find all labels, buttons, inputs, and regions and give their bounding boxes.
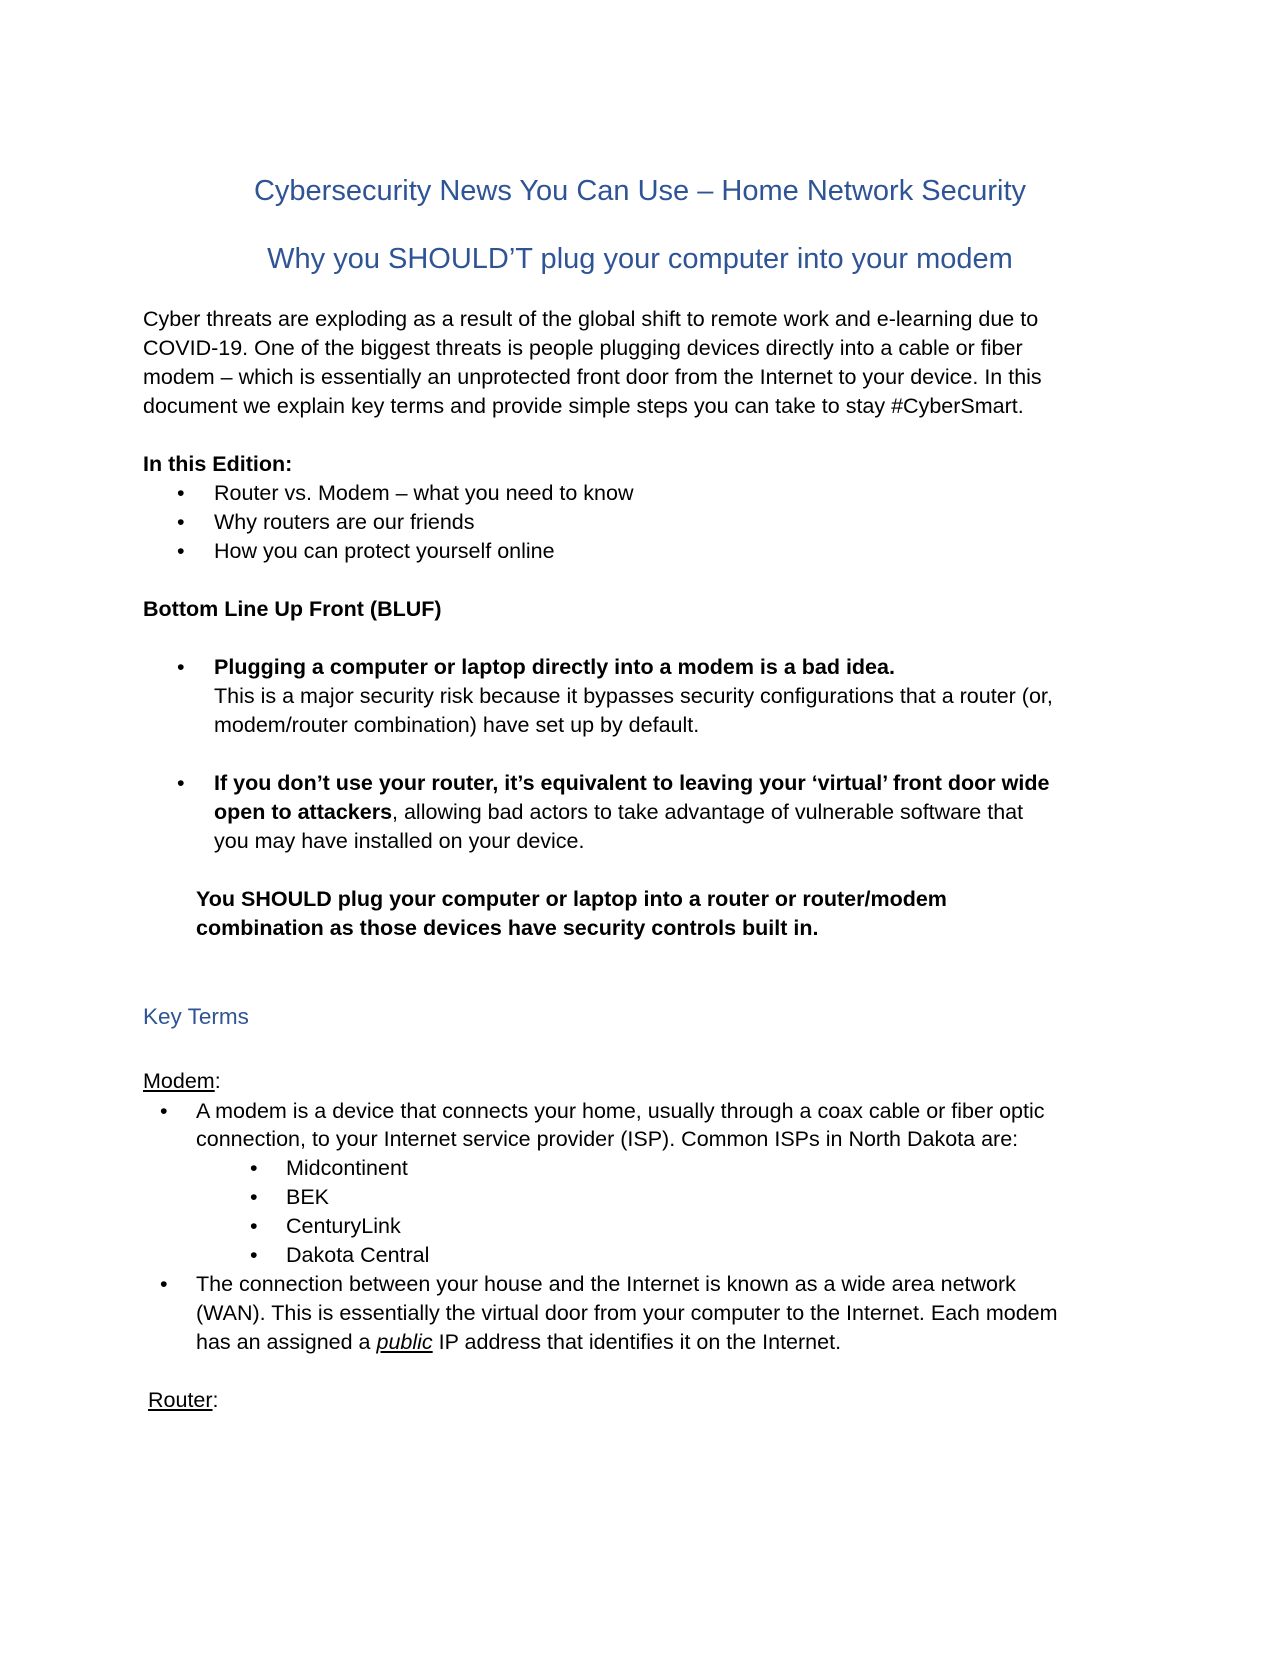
bullet-icon: • xyxy=(177,510,185,534)
bullet-icon: • xyxy=(177,655,185,679)
edition-heading: In this Edition: xyxy=(143,452,293,476)
modem-line-post: IP address that identifies it on the Internet. xyxy=(432,1330,842,1354)
modem-line-pre: has an assigned a xyxy=(196,1330,377,1354)
isp-item: Dakota Central xyxy=(286,1243,430,1267)
router-term-name: Router xyxy=(148,1388,213,1412)
bullet-icon: • xyxy=(177,481,185,505)
bluf-point2-line: you may have installed on your device. xyxy=(214,829,585,853)
isp-item: CenturyLink xyxy=(286,1214,401,1238)
edition-item: Why routers are our friends xyxy=(214,510,475,534)
intro-line: modem – which is essentially an unprotected front door from the Internet to your device. In this xyxy=(143,365,1042,389)
modem-bullet-line xyxy=(196,1327,841,1358)
edition-item: How you can protect yourself online xyxy=(214,539,555,563)
modem-bullet-line: The connection between your house and the Internet is known as a wide area network xyxy=(196,1272,1016,1296)
bluf-heading: Bottom Line Up Front (BLUF) xyxy=(143,597,442,621)
intro-line: Cyber threats are exploding as a result of the global shift to remote work and e-learning due to xyxy=(143,307,1039,331)
key-terms-heading: Key Terms xyxy=(143,1004,249,1029)
router-label xyxy=(148,1385,219,1416)
bluf-conclusion: You SHOULD plug your computer or laptop into a router or router/modem xyxy=(196,887,947,911)
bluf-point2-rest: , allowing bad actors to take advantage of vulnerable software that xyxy=(392,800,1024,824)
modem-label xyxy=(143,1066,221,1097)
document-title: Cybersecurity News You Can Use – Home Network Security xyxy=(253,175,1027,207)
bluf-point1-line: This is a major security risk because it bypasses security configurations that a router (or, xyxy=(214,684,1053,708)
isp-item: Midcontinent xyxy=(286,1156,408,1180)
bullet-icon: • xyxy=(177,771,185,795)
edition-item: Router vs. Modem – what you need to know xyxy=(214,481,634,505)
modem-term-name: Modem xyxy=(143,1069,215,1093)
bluf-point1-line: modem/router combination) have set up by default. xyxy=(214,713,700,737)
bullet-icon: • xyxy=(250,1214,258,1238)
modem-bullet-line: A modem is a device that connects your home, usually through a coax cable or fiber optic xyxy=(196,1099,1045,1123)
intro-line: COVID-19. One of the biggest threats is people plugging devices directly into a cable or fiber xyxy=(143,336,1023,360)
bluf-point1-bold: Plugging a computer or laptop directly into a modem is a bad idea. xyxy=(214,655,895,679)
bullet-icon: • xyxy=(160,1099,168,1123)
bluf-point2-bold: If you don’t use your router, it’s equivalent to leaving your ‘virtual’ front door wide xyxy=(214,771,1050,795)
bullet-icon: • xyxy=(160,1272,168,1296)
bullet-icon: • xyxy=(250,1243,258,1267)
bluf-point2-line xyxy=(214,797,1023,828)
modem-bullet-line: (WAN). This is essentially the virtual door from your computer to the Internet. Each modem xyxy=(196,1301,1058,1325)
bluf-conclusion: combination as those devices have security controls built in. xyxy=(196,916,819,940)
modem-colon: : xyxy=(214,1069,221,1093)
bluf-point2-bold-tail: open to attackers xyxy=(214,800,393,824)
modem-bullet-line: connection, to your Internet service provider (ISP). Common ISPs in North Dakota are: xyxy=(196,1127,1019,1151)
public-emphasis: public xyxy=(376,1330,433,1354)
document-subtitle: Why you SHOULD’T plug your computer into your modem xyxy=(267,243,1013,275)
intro-line: document we explain key terms and provide simple steps you can take to stay #CyberSmart. xyxy=(143,394,1024,418)
bullet-icon: • xyxy=(250,1185,258,1209)
isp-item: BEK xyxy=(286,1185,330,1209)
router-colon: : xyxy=(212,1388,219,1412)
bullet-icon: • xyxy=(177,539,185,563)
bullet-icon: • xyxy=(250,1156,258,1180)
